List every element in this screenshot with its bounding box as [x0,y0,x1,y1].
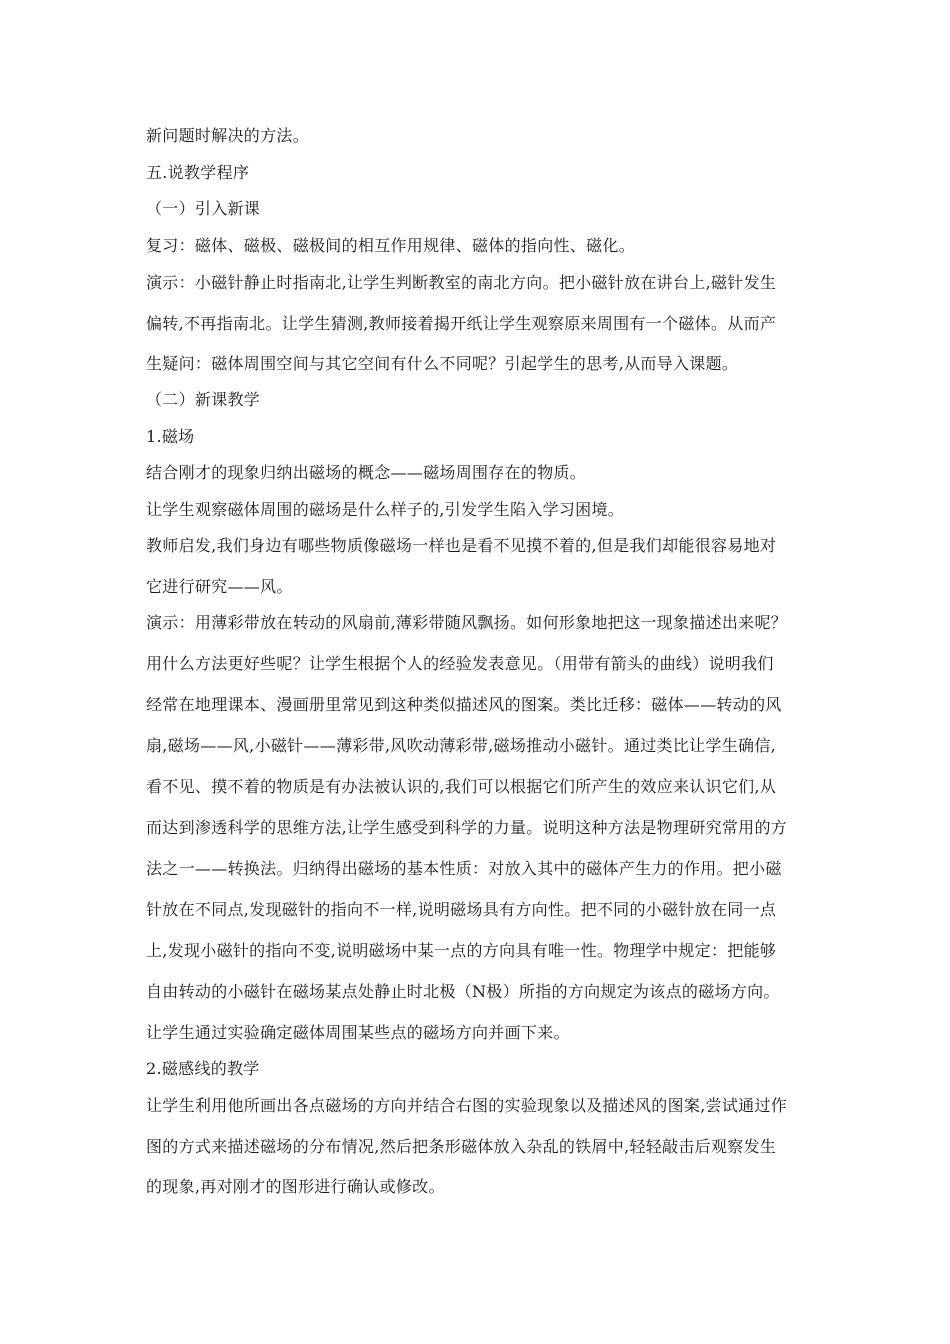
text-line: 生疑问：磁体周围空间与其它空间有什么不同呢？引起学生的思考,从而导入课题。 [146,354,739,373]
text-line: 而达到渗透科学的思维方法,让学生感受到科学的力量。说明这种方法是物理研究常用的方 [146,818,788,837]
text-line: 结合刚才的现象归纳出磁场的概念——磁场周围存在的物质。 [146,463,587,482]
text-line: 看不见、摸不着的物质是有办法被认识的,我们可以根据它们所产生的效应来认识它们,从 [146,777,777,796]
text-line: 让学生通过实验确定磁体周围某些点的磁场方向并画下来。 [146,1023,570,1042]
topic-heading: 1.磁场 [146,427,195,446]
text-line: 教师启发,我们身边有哪些物质像磁场一样也是看不见摸不着的,但是我们却能很容易地对 [146,536,777,555]
text-line: 扇,磁场——风,小磁针——薄彩带,风吹动薄彩带,磁场推动小磁针。通过类比让学生确信, [146,736,777,755]
text-line: 复习：磁体、磁极、磁极间的相互作用规律、磁体的指向性、磁化。 [146,236,636,255]
subsection-heading: （一）引入新课 [146,199,261,218]
text-line: 演示：小磁针静止时指南北,让学生判断教室的南北方向。把小磁针放在讲台上,磁针发生 [146,273,777,292]
text-line: 演示：用薄彩带放在转动的风扇前,薄彩带随风飘扬。如何形象地把这一现象描述出来呢？ [146,613,788,632]
text-line: 针放在不同点,发现磁针的指向不一样,说明磁场具有方向性。把不同的小磁针放在同一点 [146,900,777,919]
text-line: 它进行研究——风。 [146,577,293,596]
text-line: 让学生观察磁体周围的磁场是什么样子的,引发学生陷入学习困境。 [146,500,625,519]
topic-heading: 2.磁感线的教学 [146,1059,260,1078]
text-line: 经常在地理课本、漫画册里常见到这种类似描述风的图案。类比迁移：磁体——转动的风 [146,695,782,714]
text-line: 的现象,再对刚才的图形进行确认或修改。 [146,1177,445,1196]
text-line: 上,发现小磁针的指向不变,说明磁场中某一点的方向具有唯一性。物理学中规定：把能够 [146,941,777,960]
section-heading: 五.说教学程序 [146,163,250,182]
text-line: 用什么方法更好些呢？让学生根据个人的经验发表意见。（用带有箭头的曲线）说明我们 [146,654,774,673]
text-line: 让学生利用他所画出各点磁场的方向并结合右图的实验现象以及描述风的图案,尝试通过作 [146,1096,788,1115]
subsection-heading: （二）新课教学 [146,390,261,409]
text-line: 法之一——转换法。归纳得出磁场的基本性质：对放入其中的磁体产生力的作用。把小磁 [146,859,782,878]
text-line: 偏转,不再指南北。让学生猜测,教师接着揭开纸让学生观察原来周围有一个磁体。从而产 [146,314,777,333]
text-line: 图的方式来描述磁场的分布情况,然后把条形磁体放入杂乱的铁屑中,轻轻敲击后观察发生 [146,1137,777,1156]
text-line: 自由转动的小磁针在磁场某点处静止时北极（N极）所指的方向规定为该点的磁场方向。 [146,982,780,1001]
text-line: 新问题时解决的方法。 [146,126,310,145]
